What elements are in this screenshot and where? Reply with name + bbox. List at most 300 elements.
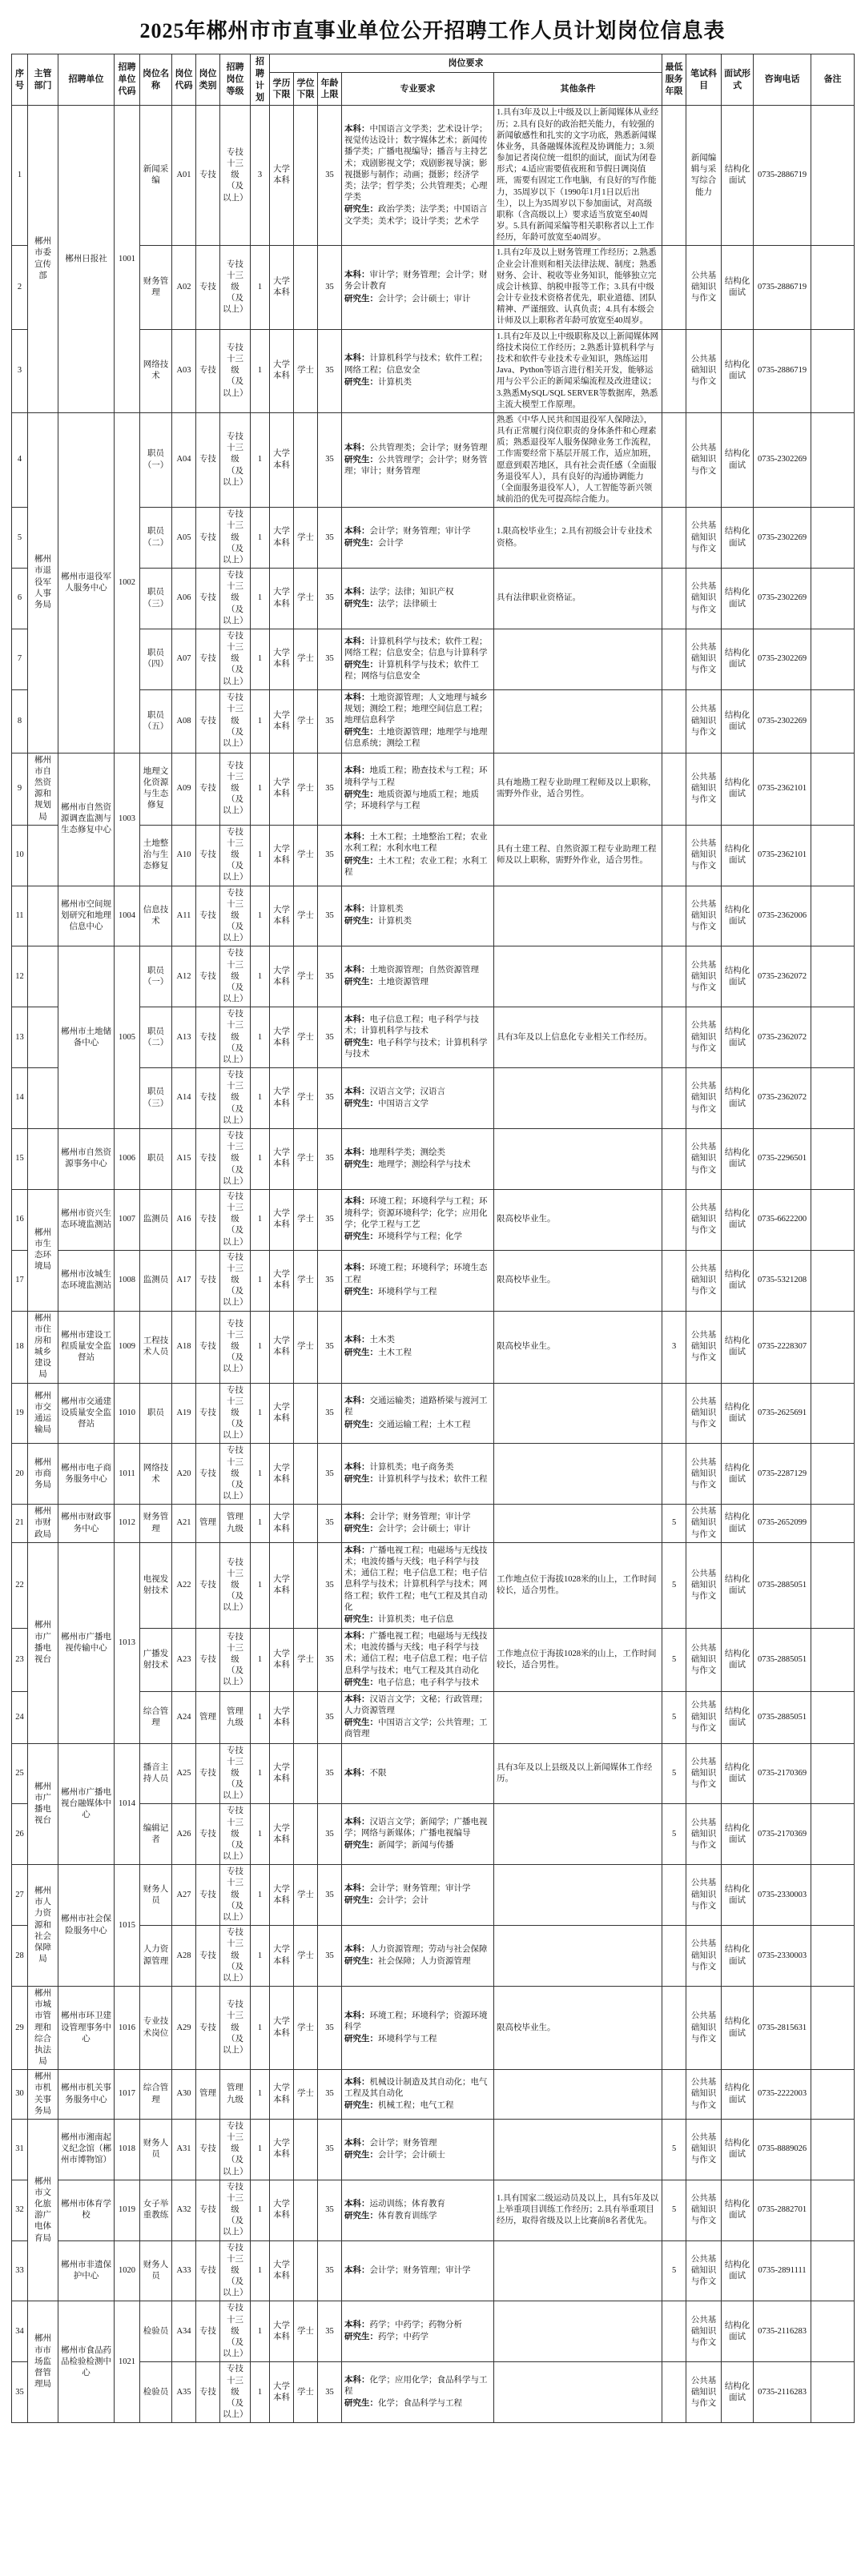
cell-count: 1 <box>251 629 270 689</box>
cell-other: 具有土建工程、自然资源工程专业助理工程师及以上职称，需野外作业，适合男性。 <box>494 825 662 886</box>
cell-exam-subject: 公共基础知识与作文 <box>686 753 722 825</box>
cell-phone: 0735-2330003 <box>754 1926 811 1987</box>
cell-major <box>342 508 494 569</box>
major-level-label: 本科： <box>344 966 370 975</box>
cell-phone: 0735-2330003 <box>754 1865 811 1926</box>
cell-post-code: A17 <box>172 1250 196 1311</box>
major-level-label: 研究生： <box>344 1099 378 1109</box>
major-level-label: 本科： <box>344 1015 370 1024</box>
major-level-label: 研究生： <box>344 1475 378 1485</box>
cell-age: 35 <box>318 753 342 825</box>
major-line <box>344 1524 491 1535</box>
cell-post-name: 职员 <box>140 1383 172 1444</box>
major-level-label: 本科： <box>344 905 370 914</box>
cell-age: 35 <box>318 1311 342 1383</box>
cell-post-name: 综合管理 <box>140 2070 172 2120</box>
cell-edu: 大学本科 <box>270 2070 294 2120</box>
major-line <box>344 727 491 749</box>
cell-degree: 学士 <box>294 1007 318 1068</box>
cell-exam-subject: 公共基础知识与作文 <box>686 1189 722 1250</box>
cell-post-code: A22 <box>172 1542 196 1628</box>
cell-degree: 学士 <box>294 1250 318 1311</box>
major-list: 环境科学与工程 <box>378 2035 437 2044</box>
cell-post-name: 女子举重教练 <box>140 2180 172 2240</box>
cell-post-type: 专技 <box>196 1542 220 1628</box>
header-interview: 面试形式 <box>722 54 754 106</box>
cell-count: 1 <box>251 1444 270 1505</box>
cell-age: 35 <box>318 569 342 629</box>
major-level-label: 本科： <box>344 766 370 776</box>
cell-edu: 大学本科 <box>270 1383 294 1444</box>
cell-post-name: 职员（一） <box>140 412 172 507</box>
cell-service <box>662 1865 686 1926</box>
cell-degree: 学士 <box>294 886 318 946</box>
cell-other <box>494 1068 662 1129</box>
cell-service <box>662 1128 686 1189</box>
cell-major <box>342 1505 494 1543</box>
cell-interview: 结构化面试 <box>722 886 754 946</box>
cell-count: 1 <box>251 825 270 886</box>
cell-edu: 大学本科 <box>270 1189 294 1250</box>
cell-post-code: A07 <box>172 629 196 689</box>
cell-grade: 专技十三级（及以上） <box>220 1542 251 1628</box>
cell-service <box>662 825 686 886</box>
cell-note <box>811 1189 855 1250</box>
cell-service <box>662 753 686 825</box>
cell-unit: 郴州市自然资源事务中心 <box>58 1128 115 1189</box>
cell-note <box>811 1691 855 1743</box>
cell-unit: 郴州市土地储备中心 <box>58 946 115 1129</box>
cell-major <box>342 1691 494 1743</box>
cell-count: 1 <box>251 2240 270 2301</box>
cell-interview: 结构化面试 <box>722 1865 754 1926</box>
cell-major <box>342 753 494 825</box>
cell-unit-code: 1011 <box>115 1444 140 1505</box>
cell-dept: 郴州市交通运输局 <box>28 1383 58 1444</box>
major-list: 土地资源管理；人文地理与城乡规划；测绘工程；地理空间信息工程；地理信息科学 <box>344 693 488 725</box>
cell-edu: 大学本科 <box>270 1444 294 1505</box>
cell-age: 35 <box>318 1804 342 1865</box>
cell-post-name: 土地整治与生态修复 <box>140 825 172 886</box>
cell-post-type: 专技 <box>196 1865 220 1926</box>
cell-other <box>494 1804 662 1865</box>
cell-grade: 专技十三级（及以上） <box>220 2180 251 2240</box>
cell-exam-subject: 公共基础知识与作文 <box>686 2180 722 2240</box>
major-list: 地理学；测绘科学与技术 <box>378 1159 471 1169</box>
cell-seq: 35 <box>12 2362 28 2423</box>
cell-unit: 郴州市广播电视传输中心 <box>58 1542 115 1743</box>
cell-service <box>662 629 686 689</box>
cell-grade: 专技十三级（及以上） <box>220 508 251 569</box>
cell-note <box>811 1128 855 1189</box>
major-line <box>344 2199 491 2210</box>
cell-seq: 20 <box>12 1444 28 1505</box>
header-unit-code: 招聘单位代码 <box>115 54 140 106</box>
cell-seq: 21 <box>12 1505 28 1543</box>
cell-post-code: A28 <box>172 1926 196 1987</box>
major-level-label: 本科： <box>344 1632 370 1642</box>
cell-other <box>494 1444 662 1505</box>
major-list: 会计学；财务管理 <box>369 2138 437 2148</box>
table-row <box>12 106 855 246</box>
cell-grade: 专技十三级（及以上） <box>220 246 251 329</box>
cell-interview: 结构化面试 <box>722 2070 754 2120</box>
cell-phone: 0735-2116283 <box>754 2301 811 2362</box>
major-line <box>344 977 491 988</box>
cell-note <box>811 1629 855 1692</box>
major-list: 政治学类；法学类；中国语言文学类；美术学；设计学类；艺术学 <box>344 205 488 226</box>
cell-major <box>342 1987 494 2070</box>
cell-other <box>494 886 662 946</box>
major-list: 化学；食品科学与工程 <box>378 2399 462 2409</box>
cell-major <box>342 1926 494 1987</box>
cell-edu: 大学本科 <box>270 329 294 412</box>
cell-post-name: 职员（三） <box>140 569 172 629</box>
cell-degree: 学士 <box>294 569 318 629</box>
cell-phone: 0735-2302269 <box>754 569 811 629</box>
major-line <box>344 1895 491 1907</box>
cell-other: 1.限高校毕业生；2.具有初级会计专业技术资格。 <box>494 508 662 569</box>
cell-post-code: A18 <box>172 1311 196 1383</box>
cell-degree: 学士 <box>294 2362 318 2423</box>
cell-post-type: 专技 <box>196 886 220 946</box>
cell-grade: 专技十三级（及以上） <box>220 629 251 689</box>
cell-age: 35 <box>318 1505 342 1543</box>
major-line <box>344 1287 491 1298</box>
cell-post-code: A35 <box>172 2362 196 2423</box>
cell-grade: 专技十三级（及以上） <box>220 886 251 946</box>
cell-unit-code: 1003 <box>115 753 140 886</box>
major-line <box>344 1335 491 1346</box>
cell-post-name: 检验员 <box>140 2362 172 2423</box>
major-level-label: 本科： <box>344 587 370 597</box>
cell-post-code: A19 <box>172 1383 196 1444</box>
cell-edu: 大学本科 <box>270 1007 294 1068</box>
cell-service <box>662 329 686 412</box>
header-note: 备注 <box>811 54 855 106</box>
cell-interview: 结构化面试 <box>722 1987 754 2070</box>
cell-post-type: 专技 <box>196 825 220 886</box>
cell-age: 35 <box>318 886 342 946</box>
cell-post-code: A05 <box>172 508 196 569</box>
cell-other <box>494 2119 662 2180</box>
cell-count: 1 <box>251 569 270 629</box>
cell-note <box>811 629 855 689</box>
major-list: 新闻学；新闻与传播 <box>378 1841 454 1851</box>
cell-degree: 学士 <box>294 825 318 886</box>
cell-seq: 29 <box>12 1987 28 2070</box>
major-list: 电子科学与技术；计算机科学与技术 <box>344 1039 488 1059</box>
cell-service: 5 <box>662 2180 686 2240</box>
cell-exam-subject: 公共基础知识与作文 <box>686 329 722 412</box>
cell-post-name: 网络技术 <box>140 1444 172 1505</box>
cell-unit: 郴州市退役军人服务中心 <box>58 412 115 753</box>
major-level-label: 本科： <box>344 125 370 135</box>
cell-edu: 大学本科 <box>270 106 294 246</box>
cell-post-type: 专技 <box>196 2240 220 2301</box>
cell-seq: 16 <box>12 1189 28 1250</box>
major-level-label: 本科： <box>344 1336 370 1345</box>
cell-other: 1.具有3年及以上中级及以上新闻媒体从业经历；2.具有良好的政治把关能力，有较强的新闻敏感性和扎实的文字功底，熟悉新闻媒体业务，具备融媒体流程及协调能力；3.须参加记者岗位统一组织的面试，面试为闭卷形式；4.适应需要值夜班和节假日调岗值班，需要有固定工作电脑，有良好的写作能力，35周岁以下（1990年1月1日以后出生），以上为35周岁以下参加面试，对高级职称（含高级以上）要求适当放宽至40周岁。5.具有新闻采编等相关职称者以上工作经历，年龄可放宽至40周岁。 <box>494 106 662 246</box>
cell-unit-code: 1017 <box>115 2070 140 2120</box>
cell-count: 1 <box>251 1068 270 1129</box>
cell-major <box>342 1629 494 1692</box>
cell-phone: 0735-2170369 <box>754 1743 811 1804</box>
cell-major <box>342 1865 494 1926</box>
header-post-name: 岗位名称 <box>140 54 172 106</box>
major-list: 土地资源管理；地理学与地理信息系统；测绘工程 <box>344 728 488 749</box>
cell-degree <box>294 1804 318 1865</box>
cell-service <box>662 1068 686 1129</box>
cell-interview: 结构化面试 <box>722 1444 754 1505</box>
cell-phone: 0735-2886719 <box>754 246 811 329</box>
cell-age: 35 <box>318 329 342 412</box>
cell-major <box>342 2119 494 2180</box>
major-line <box>344 526 491 537</box>
cell-phone: 0735-2886719 <box>754 106 811 246</box>
cell-count: 1 <box>251 1865 270 1926</box>
table-row <box>12 1189 855 1250</box>
cell-interview: 结构化面试 <box>722 2362 754 2423</box>
cell-post-code: A10 <box>172 825 196 886</box>
cell-post-name: 专业技术岗位 <box>140 1987 172 2070</box>
cell-major <box>342 1804 494 1865</box>
major-list: 公共管理学；会计学；财务管理；审计；财务管理 <box>344 455 488 476</box>
cell-service <box>662 2301 686 2362</box>
cell-degree: 学士 <box>294 946 318 1007</box>
cell-degree: 学士 <box>294 329 318 412</box>
cell-interview: 结构化面试 <box>722 246 754 329</box>
cell-interview: 结构化面试 <box>722 629 754 689</box>
cell-note <box>811 412 855 507</box>
cell-phone: 0735-5321208 <box>754 1250 811 1311</box>
major-level-label: 研究生： <box>344 2333 378 2342</box>
cell-unit: 郴州市社会保险服务中心 <box>58 1865 115 1987</box>
major-list: 会计学；会计硕士；审计 <box>378 1525 471 1534</box>
cell-edu: 大学本科 <box>270 886 294 946</box>
cell-post-type: 专技 <box>196 329 220 412</box>
cell-dept: 郴州市人力资源和社会保障局 <box>28 1865 58 1987</box>
major-list: 广播电视工程；电磁场与无线技术；电波传播与天线；电子科学与技术；通信工程；电子信息工程；电子信息科学与技术；电气工程及其自动化 <box>344 1632 488 1675</box>
major-line <box>344 2100 491 2112</box>
cell-post-type: 专技 <box>196 1250 220 1311</box>
major-level-label: 本科： <box>344 1545 370 1555</box>
cell-post-type: 专技 <box>196 1128 220 1189</box>
cell-phone: 0735-2170369 <box>754 1804 811 1865</box>
major-level-label: 本科： <box>344 1463 370 1473</box>
cell-post-type: 专技 <box>196 753 220 825</box>
cell-grade: 专技十三级（及以上） <box>220 1987 251 2070</box>
cell-other: 具有3年及以上信息化专业相关工作经历。 <box>494 1007 662 1068</box>
major-level-label: 研究生： <box>344 1957 378 1967</box>
header-unit: 招聘单位 <box>58 54 115 106</box>
cell-dept: 郴州市城市管理和综合执法局 <box>28 1987 58 2070</box>
cell-edu: 大学本科 <box>270 825 294 886</box>
cell-count: 3 <box>251 106 270 246</box>
cell-age: 35 <box>318 2119 342 2180</box>
cell-phone: 0735-2886719 <box>754 329 811 412</box>
cell-interview: 结构化面试 <box>722 1804 754 1865</box>
cell-dept: 郴州市生态环境局 <box>28 1189 58 1311</box>
cell-note <box>811 1383 855 1444</box>
cell-seq: 1 <box>12 106 28 246</box>
cell-post-name: 财务管理 <box>140 246 172 329</box>
cell-age: 35 <box>318 1743 342 1804</box>
cell-post-type: 专技 <box>196 1804 220 1865</box>
major-level-label: 研究生： <box>344 1896 378 1906</box>
major-line <box>344 1944 491 1955</box>
cell-note <box>811 1250 855 1311</box>
cell-age: 35 <box>318 1444 342 1505</box>
cell-service: 5 <box>662 1743 686 1804</box>
cell-edu: 大学本科 <box>270 1743 294 1804</box>
cell-edu: 大学本科 <box>270 1987 294 2070</box>
table-row <box>12 1505 855 1543</box>
major-line <box>344 1159 491 1171</box>
cell-phone: 0735-2362072 <box>754 946 811 1007</box>
cell-grade: 专技十三级（及以上） <box>220 569 251 629</box>
major-list: 交通运输类；道路桥梁与渡河工程 <box>344 1397 488 1417</box>
cell-age: 35 <box>318 1007 342 1068</box>
cell-degree <box>294 1743 318 1804</box>
major-level-label: 研究生： <box>344 728 378 737</box>
cell-post-type: 专技 <box>196 1383 220 1444</box>
major-list: 地质资源与地质工程；地质学；环境科学与工程 <box>344 790 479 810</box>
major-level-label: 研究生： <box>344 2150 378 2160</box>
cell-grade: 专技十三级（及以上） <box>220 1743 251 1804</box>
cell-phone: 0735-2891111 <box>754 2240 811 2301</box>
major-list: 会计学；会计硕士；审计 <box>378 294 471 303</box>
table-row <box>12 1128 855 1189</box>
cell-interview: 结构化面试 <box>722 2119 754 2180</box>
cell-grade: 专技十三级（及以上） <box>220 1444 251 1505</box>
major-list: 计算机类 <box>378 377 412 387</box>
cell-edu: 大学本科 <box>270 1926 294 1987</box>
header-count: 招聘计划 <box>251 54 270 106</box>
major-line <box>344 1545 491 1614</box>
cell-seq: 30 <box>12 2070 28 2120</box>
cell-post-type: 管理 <box>196 1505 220 1543</box>
cell-grade: 专技十三级（及以上） <box>220 825 251 886</box>
major-line <box>344 1474 491 1485</box>
cell-dept <box>28 886 58 946</box>
cell-interview: 结构化面试 <box>722 1007 754 1068</box>
cell-unit-code: 1014 <box>115 1743 140 1865</box>
cell-count: 1 <box>251 753 270 825</box>
table-row <box>12 1311 855 1383</box>
cell-post-code: A03 <box>172 329 196 412</box>
cell-unit-code: 1001 <box>115 106 140 412</box>
cell-exam-subject: 公共基础知识与作文 <box>686 2240 722 2301</box>
cell-exam-subject: 公共基础知识与作文 <box>686 886 722 946</box>
major-list: 计算机科学与技术；软件工程；网络与信息安全 <box>344 660 479 681</box>
cell-exam-subject: 公共基础知识与作文 <box>686 1383 722 1444</box>
cell-other: 限高校毕业生。 <box>494 1987 662 2070</box>
cell-post-type: 专技 <box>196 2301 220 2362</box>
cell-seq: 9 <box>12 753 28 825</box>
cell-post-type: 专技 <box>196 569 220 629</box>
cell-phone: 0735-2302269 <box>754 689 811 753</box>
cell-exam-subject: 公共基础知识与作文 <box>686 1804 722 1865</box>
cell-edu: 大学本科 <box>270 1629 294 1692</box>
major-list: 运动训练；体育教育 <box>369 2199 445 2208</box>
cell-note <box>811 106 855 246</box>
major-list: 交通运输工程；土木工程 <box>378 1420 471 1429</box>
cell-grade: 专技十三级（及以上） <box>220 329 251 412</box>
cell-post-type: 专技 <box>196 2180 220 2240</box>
cell-service <box>662 886 686 946</box>
cell-phone: 0735-2652099 <box>754 1505 811 1543</box>
cell-seq: 2 <box>12 246 28 329</box>
cell-seq: 26 <box>12 1804 28 1865</box>
cell-post-name: 综合管理 <box>140 1691 172 1743</box>
major-list: 会计学；会计 <box>378 1896 428 1906</box>
cell-degree <box>294 2180 318 2240</box>
major-line <box>344 1614 491 1626</box>
major-list: 法学；法律；知识产权 <box>369 587 454 597</box>
cell-count: 1 <box>251 1007 270 1068</box>
cell-post-name: 职员（一） <box>140 946 172 1007</box>
major-level-label: 本科： <box>344 1818 370 1827</box>
major-list: 人力资源管理；劳动与社会保障 <box>369 1944 488 1954</box>
cell-seq: 6 <box>12 569 28 629</box>
major-line <box>344 599 491 610</box>
major-level-label: 研究生： <box>344 600 378 609</box>
cell-edu: 大学本科 <box>270 1068 294 1129</box>
cell-other: 限高校毕业生。 <box>494 1189 662 1250</box>
major-level-label: 本科： <box>344 2138 370 2148</box>
cell-seq: 31 <box>12 2119 28 2180</box>
cell-post-type: 专技 <box>196 106 220 246</box>
major-line <box>344 1840 491 1851</box>
header-post-code: 岗位代码 <box>172 54 196 106</box>
cell-post-type: 专技 <box>196 629 220 689</box>
cell-other: 熟悉《中华人民共和国退役军人保障法》，具有正常履行岗位职责的身体条件和心理素质；熟悉退役军人服务保障业务工作流程，工作需要经常下基层开展工作，适应加班，愿意到艰苦地区，具有社会责任感（全面服务退役军人），具有良好的沟通协调能力（全面服务退役军人），人工智能等新兴领域前沿的优先可提高综合能力。 <box>494 412 662 507</box>
major-line <box>344 1147 491 1159</box>
cell-major <box>342 106 494 246</box>
cell-major <box>342 2180 494 2240</box>
cell-post-code: A30 <box>172 2070 196 2120</box>
cell-post-name: 职员（二） <box>140 1007 172 1068</box>
cell-post-name: 新闻采编 <box>140 106 172 246</box>
header-age: 年龄上限 <box>318 73 342 106</box>
cell-degree: 学士 <box>294 1311 318 1383</box>
cell-interview: 结构化面试 <box>722 1629 754 1692</box>
cell-service: 5 <box>662 1691 686 1743</box>
cell-count: 1 <box>251 2180 270 2240</box>
cell-unit-code: 1013 <box>115 1542 140 1743</box>
cell-note <box>811 1804 855 1865</box>
cell-post-code: A04 <box>172 412 196 507</box>
major-list: 地理科学类；测绘类 <box>369 1147 445 1157</box>
cell-phone: 0735-2885051 <box>754 1542 811 1628</box>
table-row <box>12 2070 855 2120</box>
cell-post-code: A21 <box>172 1505 196 1543</box>
table-row <box>12 2119 855 2180</box>
cell-other: 具有法律职业资格证。 <box>494 569 662 629</box>
cell-degree: 学士 <box>294 2301 318 2362</box>
cell-unit-code: 1012 <box>115 1505 140 1543</box>
cell-unit: 郴州市交通建设质量安全监督站 <box>58 1383 115 1444</box>
cell-other <box>494 1505 662 1543</box>
cell-unit-code: 1002 <box>115 412 140 753</box>
cell-phone: 0735-2222003 <box>754 2070 811 2120</box>
major-level-label: 研究生： <box>344 1232 378 1241</box>
cell-unit: 郴州市广播电视台融媒体中心 <box>58 1743 115 1865</box>
major-level-label: 研究生： <box>344 1159 378 1169</box>
major-list: 计算机类 <box>378 917 412 926</box>
major-line <box>344 1768 491 1779</box>
